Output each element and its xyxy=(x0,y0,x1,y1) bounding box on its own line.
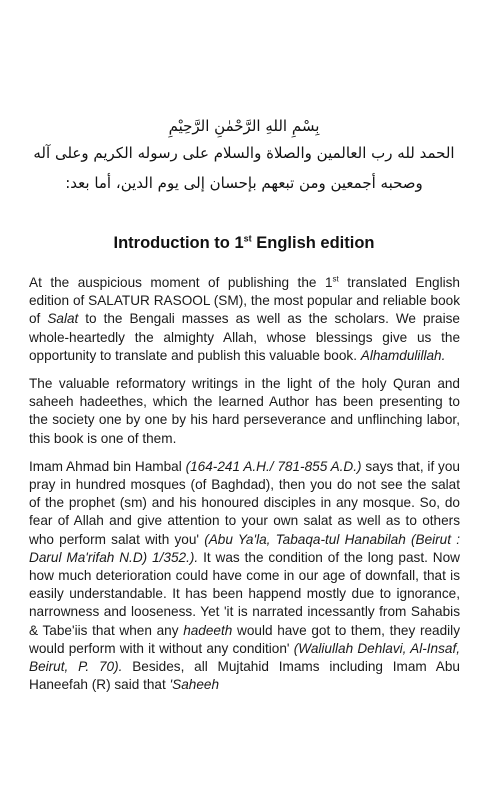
p1-superscript: st xyxy=(332,274,339,284)
p3-text-3: It was the condition of the long past. Now how much deterioration could have come in our age of downfall, that is easily understandable. It has been happend mostly due to ignorance, narrowness and looseness. Yet 'it is narrated incessantly from Sahabis & Tabe'iis that when any xyxy=(29,549,460,638)
p3-text-4: would have got to them, they readily would perform with it without any condition' xyxy=(29,622,461,656)
p3-italic-dates: (164-241 A.H./ 781-855 A.D.) xyxy=(185,458,362,474)
p3-text-1: Imam Ahmad bin Hambal xyxy=(29,458,186,474)
body-text xyxy=(29,274,460,704)
heading-superscript: st xyxy=(243,233,252,244)
section-heading xyxy=(0,232,488,254)
arabic-praise-line-2: وصحبه أجمعين ومن تبعهم بإحسان إلى يوم الدين، أما بعد: xyxy=(65,174,423,192)
heading-text-post: English edition xyxy=(251,234,375,252)
p1-text-2: translated English edition of SALATUR RASOOL (SM), the most popular and reliable book of xyxy=(29,275,460,327)
p3-italic-hadeeth: hadeeth xyxy=(183,622,233,638)
paragraph-3 xyxy=(29,458,460,695)
p3-text-5: Besides, all Mujtahid Imams including Imam Abu Haneefah (R) said that xyxy=(29,659,460,693)
p1-italic-salat: Salat xyxy=(47,311,79,327)
paragraph-1 xyxy=(29,274,460,365)
p2-text-1: The valuable reformatory writings in the light of the holy Quran and saheeh hadeethes, which the learned Author has been presenting to the society one by one by his hard perseverance and unflinching labor, this book is one of them. xyxy=(29,376,460,446)
paragraph-2 xyxy=(29,375,460,448)
basmala: بِسْمِ اللهِ الرَّحْمٰنِ الرَّحِيْمِ xyxy=(168,117,320,135)
p3-italic-citation-2: (Waliullah Dehlavi, Al-Insaf, Beirut, P. 70). xyxy=(29,640,460,675)
p1-italic-alhamdulillah: Alhamdulillah. xyxy=(360,347,446,363)
p1-text-3: to the Bengali masses as well as the scholars. We praise whole-heartedly the almighty Allah, whose blessings give us the opportunity to translate and publish this valuable book. xyxy=(29,311,460,363)
p3-text-2: says that, if you pray in hundred mosques (of Baghdad), then you do not see the salat of the prophet (sm) and his honoured disciples in any mosque. So, do fear of Allah and give attention to your own salat as well as to others who perform salat with you' xyxy=(29,458,460,547)
heading-text-pre: Introduction to 1 xyxy=(113,234,244,252)
p1-text-1: At the auspicious moment of publishing the 1 xyxy=(29,275,333,290)
p3-italic-saheeh: 'Saheeh xyxy=(169,677,220,693)
p3-italic-citation-1: (Abu Ya'la, Tabaqa-tul Hanabilah (Beirut : Darul Ma'rifah N.D) 1/352.). xyxy=(29,531,461,565)
arabic-praise-line-1: الحمد لله رب العالمين والصلاة والسلام على رسوله الكريم وعلى آله xyxy=(33,144,455,162)
